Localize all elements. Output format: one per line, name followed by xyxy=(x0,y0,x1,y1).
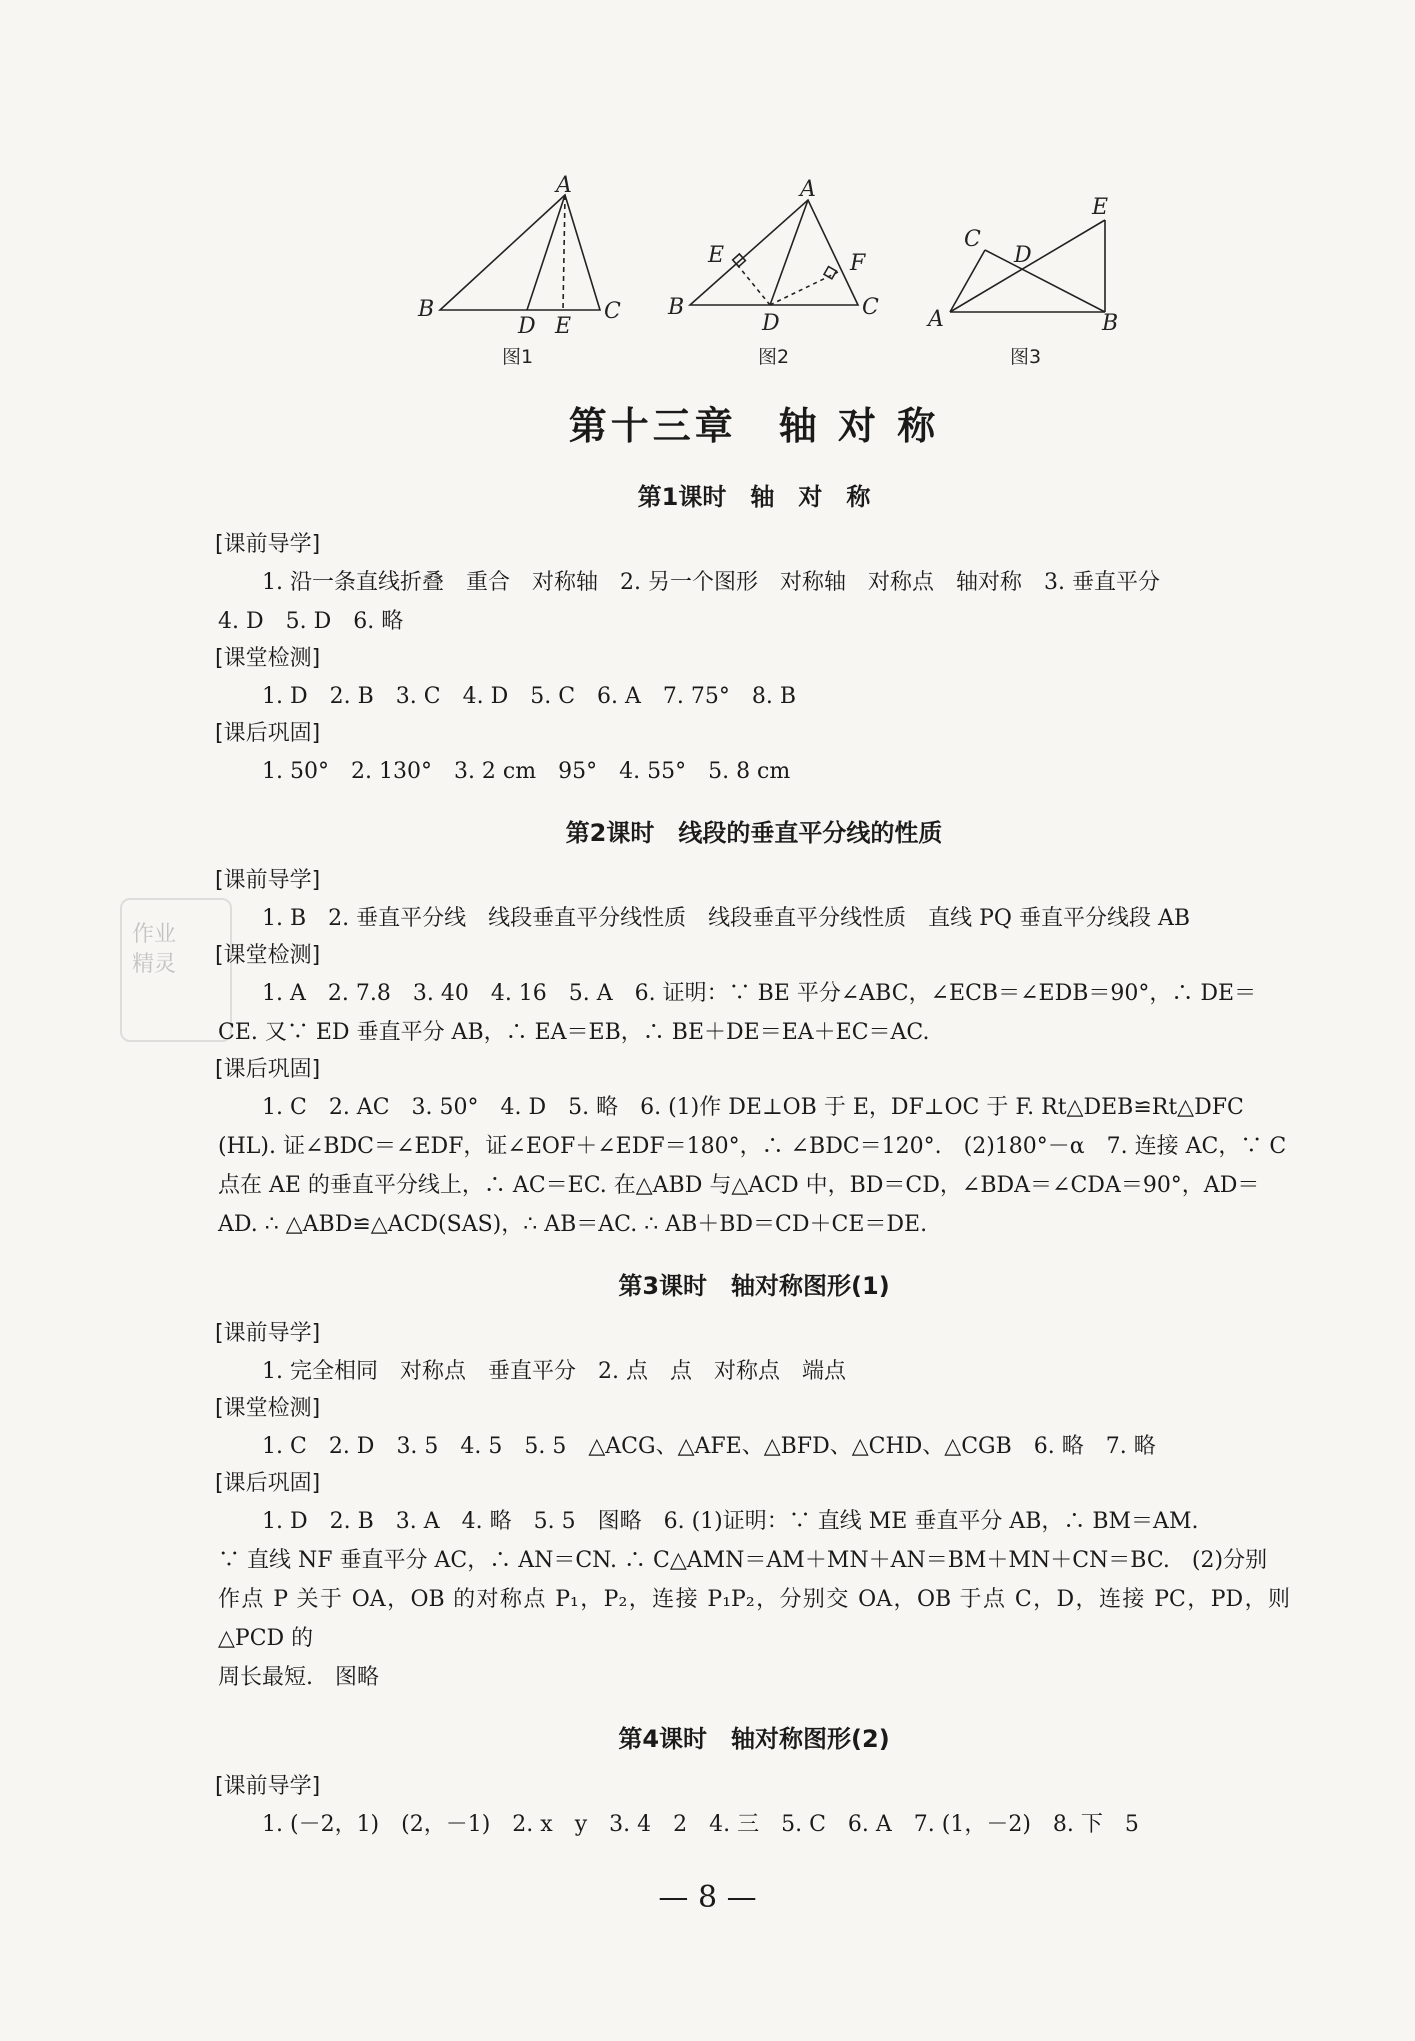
lesson-3-preview-answers: 1. 完全相同 对称点 垂直平分 2. 点 点 对称点 端点 xyxy=(262,1359,846,1384)
fig2-label-d: D xyxy=(762,311,780,336)
fig3-label-d: D xyxy=(1014,243,1032,268)
fig1-label-e: E xyxy=(555,314,572,339)
fig1-label-c: C xyxy=(604,299,621,324)
lesson-2-section-class: [课堂检测] xyxy=(215,943,321,968)
fig3-label-b: B xyxy=(1102,311,1119,336)
lesson-1-after-answers: 1. 50° 2. 130° 3. 2 cm 95° 4. 55° 5. 8 cm xyxy=(262,759,791,784)
page-number: — 8 — xyxy=(658,1880,757,1915)
lesson-3-title: 第3课时 轴对称图形(1) xyxy=(618,1272,890,1300)
fig2-label-c: C xyxy=(862,295,879,320)
fig2-label-b: B xyxy=(668,295,685,320)
lesson-1-title: 第1课时 轴 对 称 xyxy=(637,483,871,511)
chapter-title: 第十三章 轴 对 称 xyxy=(568,404,940,448)
fig1-altitude-ae xyxy=(563,195,565,310)
lesson-3-section-after: [课后巩固] xyxy=(215,1471,321,1496)
watermark-stamp-text: 作业 精灵 xyxy=(132,922,177,977)
lesson-2-after-answers: 1. C 2. AC 3. 50° 4. D 5. 略 6. (1)作 DE⊥OB 于 E，DF⊥OC 于 F. Rt△DEB≌Rt△DFC (HL). 证∠BDC＝∠EDF，证∠EOF＋∠EDF＝180°，∴ ∠BDC＝120°. (2)180°－α 7. 连接 AC，∵ C 点在 AE 的垂直平分线上，∴ AC＝EC. 在△ABD 与△ACD 中，BD＝CD，∠BDA＝∠CDA＝90°，AD＝ AD. ∴ △ABD≌△ACD(SAS)，∴ AB＝AC. ∴ AB＋BD＝CD＋CE＝DE. xyxy=(218,1095,1287,1237)
answer-content xyxy=(215,395,1290,1844)
lesson-1-section-class: [课堂检测] xyxy=(215,646,321,671)
lesson-1-section-preview: [课前导学] xyxy=(215,532,321,557)
fig2-label-e: E xyxy=(708,243,725,268)
fig1-label-b: B xyxy=(418,297,435,322)
lesson-2-preview-answers: 1. B 2. 垂直平分线 线段垂直平分线性质 线段垂直平分线性质 直线 PQ 垂直平分线段 AB xyxy=(262,906,1191,931)
lesson-2-class-answers: 1. A 2. 7.8 3. 40 4. 16 5. A 6. 证明：∵ BE 平分∠ABC，∠ECB＝∠EDB＝90°，∴ DE＝ CE. 又∵ ED 垂直平分 AB，∴ EA＝EB，∴ BE＋DE＝EA＋EC＝AC. xyxy=(218,981,1257,1045)
lesson-3-section-preview: [课前导学] xyxy=(215,1321,321,1346)
fig1-label-a: A xyxy=(556,173,572,198)
lesson-2-section-preview: [课前导学] xyxy=(215,868,321,893)
lesson-3-class-answers: 1. C 2. D 3. 5 4. 5 5. 5 △ACG、△AFE、△BFD、△CHD、△CGB 6. 略 7. 略 xyxy=(262,1434,1156,1459)
geometry-figures xyxy=(0,0,1415,380)
lesson-3-after-answers: 1. D 2. B 3. A 4. 略 5. 5 图略 6. (1)证明：∵ 直线 ME 垂直平分 AB，∴ BM＝AM. ∵ 直线 NF 垂直平分 AC，∴ AN＝CN. ∴ C△AMN＝AM＋MN＋AN＝BM＋MN＋CN＝BC. (2)分别 作点 P 关于 OA，OB 的对称点 P₁，P₂，连接 P₁P₂，分别交 OA，OB 于点 C，D，连接 PC，PD，则△PCD 的 周长最短. 图略 xyxy=(218,1509,1290,1690)
fig2-right-angle-f xyxy=(824,267,836,279)
fig3-label-e: E xyxy=(1092,195,1109,220)
lesson-1-preview-answers: 1. 沿一条直线折叠 重合 对称轴 2. 另一个图形 对称轴 对称点 轴对称 3. 垂直平分 4. D 5. D 6. 略 xyxy=(218,570,1160,634)
figures-area xyxy=(0,0,1415,380)
lesson-4-title: 第4课时 轴对称图形(2) xyxy=(618,1725,890,1753)
fig2-perp-de xyxy=(735,262,770,305)
fig2-label-a: A xyxy=(800,177,816,202)
lesson-1-section-after: [课后巩固] xyxy=(215,721,321,746)
fig3-label-a: A xyxy=(928,307,944,332)
fig3-label-c: C xyxy=(964,227,981,252)
fig3-caption: 图3 xyxy=(1010,346,1042,368)
lesson-1-class-answers: 1. D 2. B 3. C 4. D 5. C 6. A 7. 75° 8. B xyxy=(262,684,797,709)
fig2-label-f: F xyxy=(850,251,866,276)
fig1-label-d: D xyxy=(518,314,536,339)
fig1-caption: 图1 xyxy=(502,346,534,368)
fig2-caption: 图2 xyxy=(758,346,790,368)
lesson-4-section-preview: [课前导学] xyxy=(215,1774,321,1799)
lesson-3-section-class: [课堂检测] xyxy=(215,1396,321,1421)
lesson-2-title: 第2课时 线段的垂直平分线的性质 xyxy=(565,819,943,847)
lesson-2-section-after: [课后巩固] xyxy=(215,1057,321,1082)
lesson-4-preview-answers: 1. (－2，1) (2，－1) 2. x y 3. 4 2 4. 三 5. C 6. A 7. (1，－2) 8. 下 5 xyxy=(262,1812,1139,1837)
fig1-triangle xyxy=(440,195,600,310)
fig3-segment-ac xyxy=(950,250,985,312)
